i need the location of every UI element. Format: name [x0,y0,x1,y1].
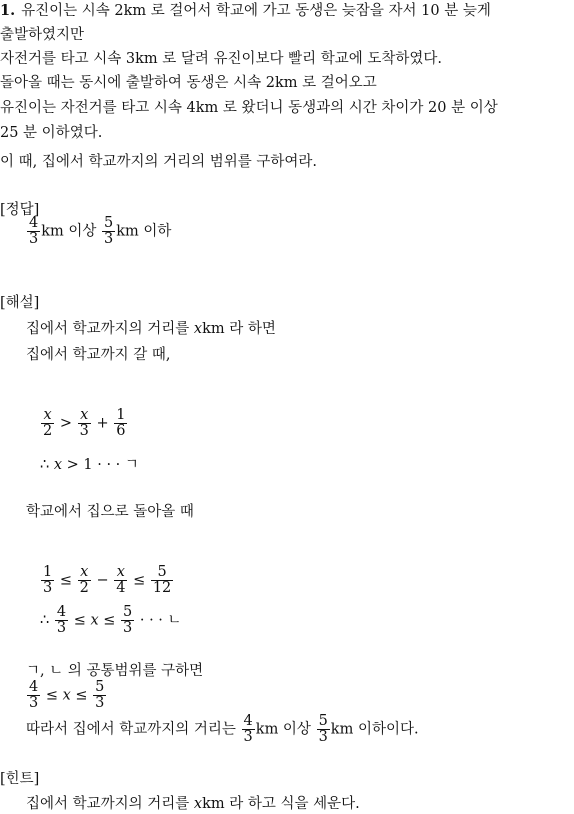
fraction-5-over-3: $\frac{5}{3}$ [123,604,133,636]
answer-heading: [정답] [0,202,40,218]
fraction-5-over-3: $\frac{5}{3}$ [95,679,105,711]
answer-text-lower: km 이상 [41,223,97,240]
hint-line: 집에서 학교까지의 거리를 xkm 라 하고 식을 세운다. [26,796,360,812]
common-range: $\frac{4}{3}$ ≤ x ≤ $\frac{5}{3}$ [29,679,105,711]
hint-heading: [힌트] [0,771,40,787]
variable-x: x [193,321,203,337]
answer-fraction-lower: $\frac{4}{3}$ [29,215,39,247]
problem-text-3: 자전거를 타고 시속 3km 로 달려 유진이보다 빨리 학교에 도착하였다. [0,51,443,67]
inequality-1: $\frac{x}{2}$ > $\frac{x}{3}$ + $\frac{1}{6}$ [43,407,126,439]
fraction-x-over-3: $\frac{x}{3}$ [79,407,89,439]
solution-line-4: ㄱ, ㄴ 의 공통범위를 구하면 [26,663,204,679]
solution-line-2: 집에서 학교까지 갈 때, [26,347,171,363]
fraction-5-over-12: $\frac{5}{12}$ [152,564,172,596]
problem-text-1: 유진이는 시속 2km 로 걸어서 학교에 가고 동생은 늦잠을 자서 10 분 늦게 [21,3,491,19]
answer-text-upper: km 이하 [116,223,172,240]
problem-text-2: 출발하였지만 [0,27,85,43]
conclusion-1: ∴ x > 1 · · · ㄱ [40,457,139,473]
fraction-4-over-3: $\frac{4}{3}$ [56,604,67,636]
answer-line [26,216,171,247]
fraction-1-over-6: $\frac{1}{6}$ [116,407,126,439]
problem-line-1 [0,2,491,20]
inequality-2: $\frac{1}{3}$ ≤ $\frac{x}{2}$ − $\frac{x}{4}$ ≤ $\frac{5}{12}$ [43,564,172,596]
solution-line-3: 학교에서 집으로 돌아올 때 [26,504,194,520]
fraction-1-over-3: $\frac{1}{3}$ [43,564,53,596]
problem-text-5: 유진이는 자전거를 타고 시속 4km 로 왔더니 동생과의 시간 차이가 20 분 이상 [0,100,498,116]
solution-line-1: 집에서 학교까지의 거리를 xkm 라 하면 [26,321,276,337]
fraction-x-over-4: $\frac{x}{4}$ [116,564,126,596]
problem-text-6: 25 분 이하였다. [0,125,103,141]
fraction-4-over-3: $\frac{4}{3}$ [29,679,39,711]
conclusion-2: ∴ $\frac{4}{3}$ ≤ x ≤ $\frac{5}{3}$ · · · ㄴ [40,604,182,636]
solution-heading: [해설] [0,295,40,311]
fraction-x-over-2: $\frac{x}{2}$ [43,407,53,439]
problem-text-7: 이 때, 집에서 학교까지의 거리의 범위를 구하여라. [0,154,318,170]
problem-number: 1. [0,2,16,19]
fraction-4-over-3: $\frac{4}{3}$ [243,713,253,745]
fraction-5-over-3: $\frac{5}{3}$ [318,713,328,745]
answer-fraction-upper: $\frac{5}{3}$ [104,215,114,247]
final-answer-line: 따라서 집에서 학교까지의 거리는 $\frac{4}{3}$ km 이상 $\frac{5}{3}$ km 이하이다. [26,713,419,745]
problem-text-4: 돌아올 때는 동시에 출발하여 동생은 시속 2km 로 걸어오고 [0,75,377,91]
variable-x: x [193,796,203,812]
fraction-x-over-2: $\frac{x}{2}$ [79,564,89,596]
